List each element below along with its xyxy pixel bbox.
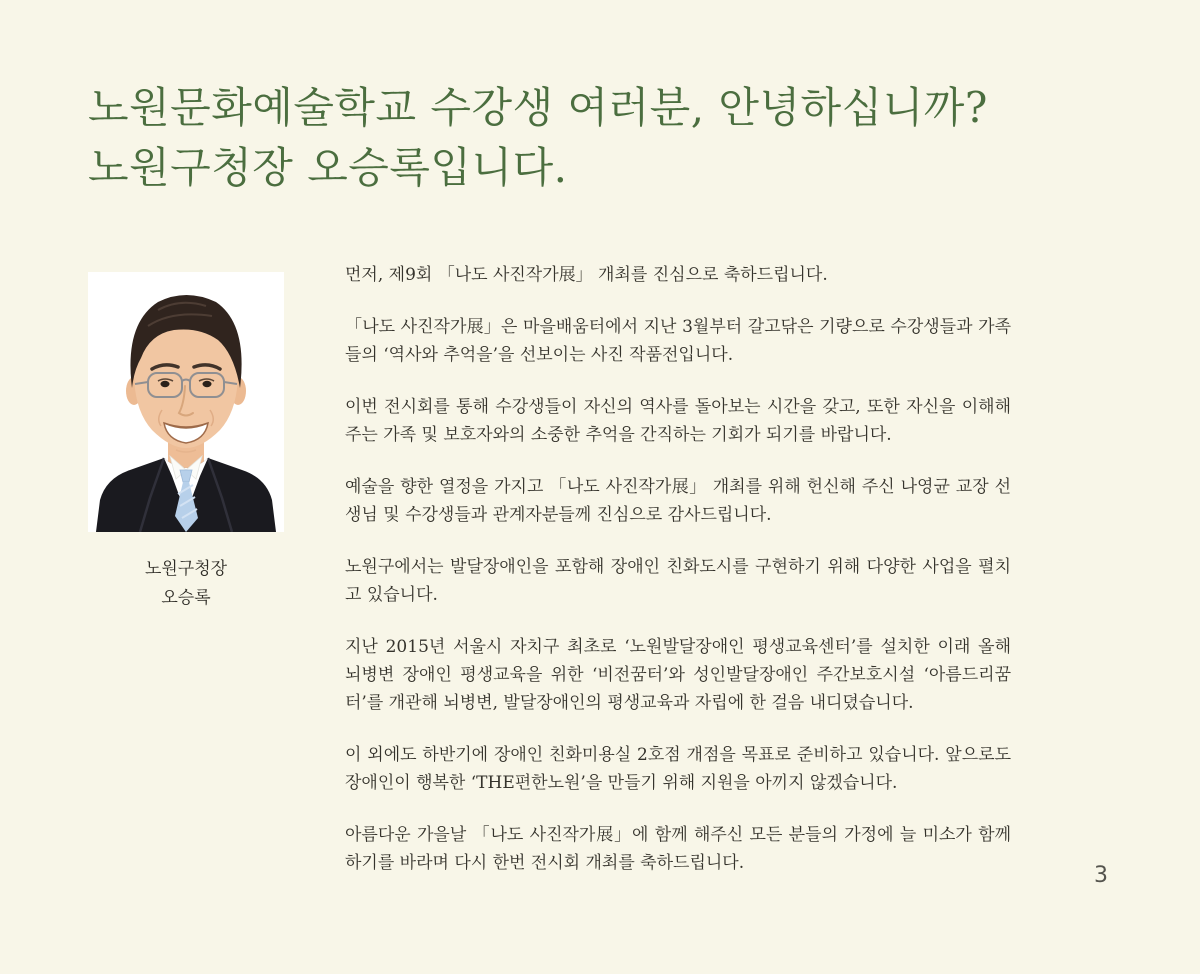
letter-paragraph-5: 노원구에서는 발달장애인을 포함해 장애인 친화도시를 구현하기 위해 다양한 사업을 펼치고 있습니다. — [345, 557, 1011, 605]
letter-paragraph-2: 「나도 사진작가展」은 마을배움터에서 지난 3월부터 갈고닦은 기량으로 수강생들과 가족들의 ‘역사와 추억을’을 선보이는 사진 작품전입니다. — [345, 317, 1011, 365]
page-title-line-1: 노원문화예술학교 수강생 여러분, 안녕하십니까? — [88, 83, 988, 132]
page-title-line-2: 노원구청장 오승록입니다. — [88, 143, 568, 192]
letter-paragraph-1: 먼저, 제9회 「나도 사진작가展」 개최를 진심으로 축하드립니다. — [345, 265, 828, 285]
letter-paragraph-6: 지난 2015년 서울시 자치구 최초로 ‘노원발달장애인 평생교육센터’를 설치한 이래 올해 뇌병변 장애인 평생교육을 위한 ‘비전꿈터’와 성인발달장애인 주간보호시설 ‘아름드리꿈터’를 개관해 뇌병변, 발달장애인의 평생교육과 자립에 한 걸음 내디뎠습니다. — [345, 637, 1011, 713]
page-number: 3 — [1094, 863, 1108, 888]
mayor-portrait — [88, 272, 284, 613]
portrait-photo — [88, 272, 284, 532]
portrait-caption-name: 오승록 — [161, 588, 211, 608]
letter-paragraph-4: 예술을 향한 열정을 가지고 「나도 사진작가展」 개최를 위해 헌신해 주신 나영균 교장 선생님 및 수강생들과 관계자분들께 진심으로 감사드립니다. — [345, 477, 1011, 525]
letter-paragraph-8: 아름다운 가을날 「나도 사진작가展」에 함께 해주신 모든 분들의 가정에 늘 미소가 함께 하기를 바라며 다시 한번 전시회 개최를 축하드립니다. — [345, 825, 1011, 873]
portrait-caption-title: 노원구청장 — [144, 559, 228, 579]
letter-body — [345, 261, 1011, 901]
page-title — [88, 78, 988, 198]
portrait-photo-image — [88, 272, 284, 532]
letter-paragraph-3: 이번 전시회를 통해 수강생들이 자신의 역사를 돌아보는 시간을 갖고, 또한 자신을 이해해 주는 가족 및 보호자와의 소중한 추억을 간직하는 기회가 되기를 바랍니다. — [345, 397, 1011, 445]
portrait-caption — [88, 555, 284, 613]
letter-paragraph-7: 이 외에도 하반기에 장애인 친화미용실 2호점 개점을 목표로 준비하고 있습니다. 앞으로도 장애인이 행복한 ‘THE편한노원’을 만들기 위해 지원을 아끼지 않겠습니다. — [345, 745, 1011, 793]
